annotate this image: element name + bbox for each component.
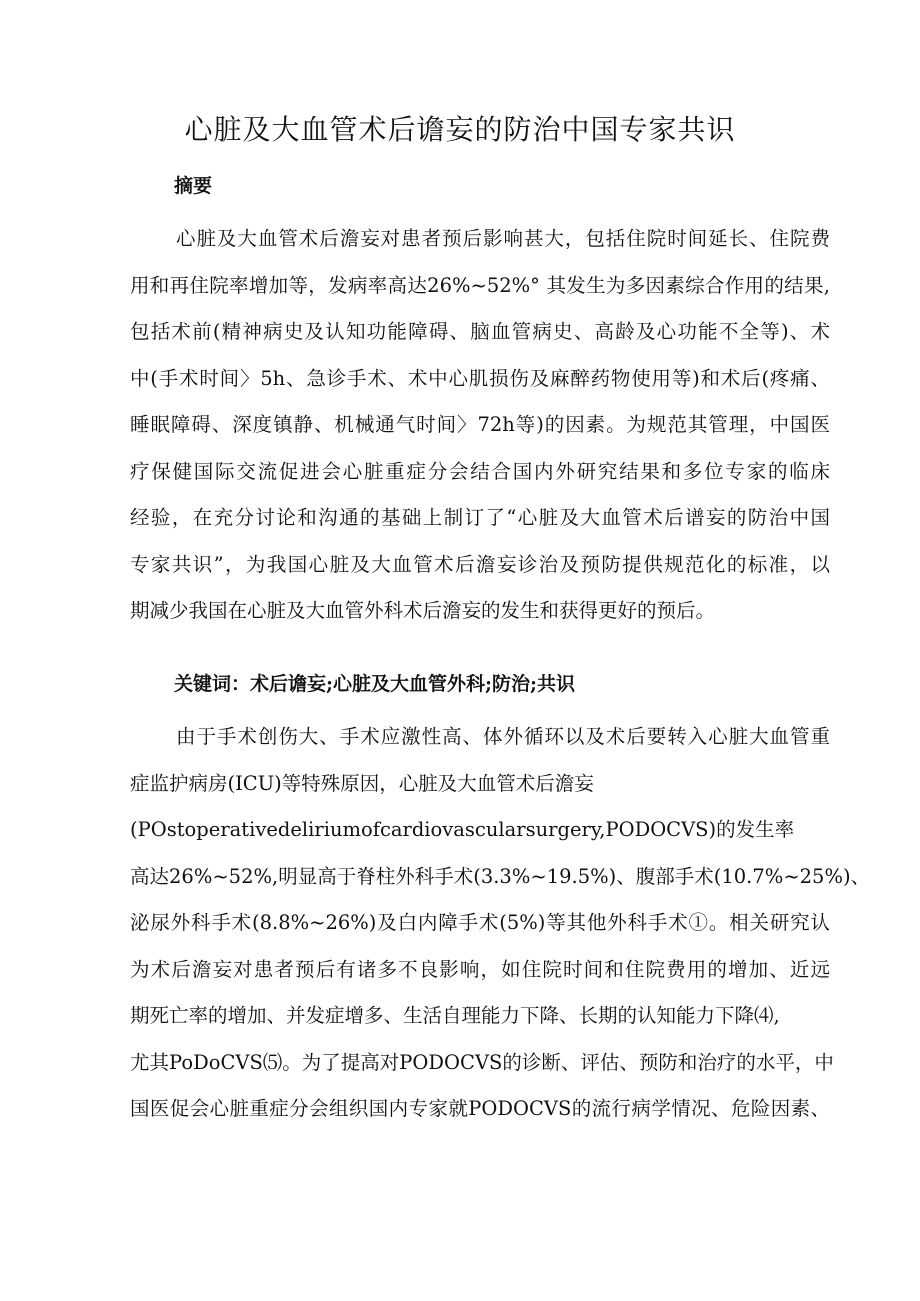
abstract-line: 期减少我国在心脏及大血管外科术后澹妄的发生和获得更好的预后。: [130, 599, 716, 622]
abstract-line: 经验，在充分讨论和沟通的基础上制订了“心脏及大血管术后谱妄的防治中国: [130, 506, 830, 529]
abstract-line: 睡眠障碍、深度镇静、机械通气时间〉72h等)的因素。为规范其管理，中国医: [130, 413, 830, 436]
keywords-line: 关键词：术后谵妄;心脏及大血管外科;防治;共识: [174, 673, 576, 695]
abstract-line: 包括术前(精神病史及认知功能障碍、脑血管病史、高龄及心功能不全等)、术: [130, 320, 830, 343]
abstract-paragraph: [130, 216, 830, 635]
body-line: 高达26%~52%,明显高于脊柱外科手术(3.3%~19.5%)、腹部手术(10.7%~25%)、: [130, 864, 871, 888]
body-paragraph: [130, 714, 871, 1133]
body-line: 泌尿外科手术(8.8%~26%)及白内障手术(5%)等其他外科手术①。相关研究认: [130, 911, 830, 934]
abstract-line: 心脏及大血管术后澹妄对患者预后影响甚大，包括住院时间延长、住院费: [176, 227, 830, 250]
body-line: 国医促会心脏重症分会组织国内专家就PODOCVS的流行病学情况、危险因素、: [130, 1097, 830, 1120]
body-line: 为术后澹妄对患者预后有诸多不良影响，如住院时间和住院费用的增加、近远: [130, 957, 830, 981]
abstract-line: 用和再住院率增加等，发病率高达26%~52%° 其发生为多因素综合作用的结果,: [130, 273, 830, 297]
body-line: 尤其PoDoCVS⑸。为了提高对PODOCVS的诊断、评估、预防和治疗的水平，中: [130, 1050, 834, 1074]
abstract-line: 疗保健国际交流促进会心脏重症分会结合国内外研究结果和多位专家的临床: [130, 459, 830, 483]
abstract-line: 专家共识”，为我国心脏及大血管术后澹妄诊治及预防提供规范化的标准，以: [130, 552, 830, 576]
body-line: (POstoperativedeliriumofcardiovascularsurgery,PODOCVS)的发生率: [130, 818, 795, 841]
body-line: 期死亡率的增加、并发症增多、生活自理能力下降、长期的认知能力下降⑷,: [130, 1004, 780, 1027]
body-line: 症监护病房(ICU)等特殊原因，心脏及大血管术后澹妄: [130, 771, 594, 795]
abstract-heading: 摘要: [174, 175, 213, 197]
abstract-line: 中(手术时间〉5h、急诊手术、术中心肌损伤及麻醉药物使用等)和术后(疼痛、: [130, 366, 830, 390]
body-line: 由于手术创伤大、手术应激性高、体外循环以及术后要转入心脏大血管重: [176, 725, 830, 748]
document-title: 心脏及大血管术后谵妄的防治中国专家共识: [184, 113, 736, 146]
